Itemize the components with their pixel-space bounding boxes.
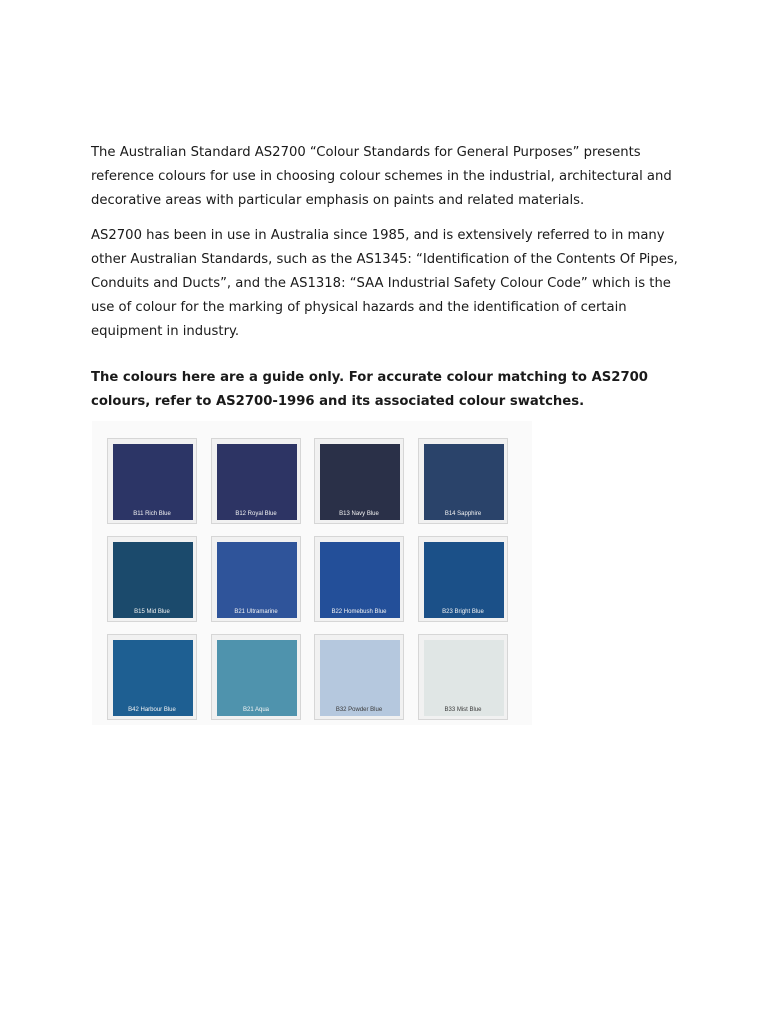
swatch-card [211, 536, 301, 622]
history-paragraph: AS2700 has been in use in Australia since 1985, and is extensively referred to in many other Australian Standards, such as the AS1345: “Identification of the Contents Of Pipes, Conduits and Ducts”, and the AS1318: “SAA Industrial Safety Colour Code” which is the use of colour for the marking of physical hazards and the identification of certain equipment in industry. [91, 228, 678, 339]
swatch-color [424, 444, 504, 520]
swatch-label: B42 Harbour Blue [128, 707, 176, 713]
swatch-label: B11 Rich Blue [133, 511, 171, 517]
swatch-card [211, 634, 301, 720]
swatch-label: B13 Navy Blue [339, 511, 379, 517]
swatch-card [211, 438, 301, 524]
swatch-card [107, 634, 197, 720]
swatch-color [320, 542, 400, 618]
swatch-label: B33 Mist Blue [444, 707, 482, 713]
swatch-label: B21 Ultramarine [234, 609, 278, 615]
swatch-card [418, 536, 508, 622]
swatch-color [113, 640, 193, 716]
swatch-label: B32 Powder Blue [335, 707, 383, 713]
swatch-color [320, 444, 400, 520]
swatch-label: B22 Homebush Blue [331, 609, 387, 615]
swatch-label: B14 Sapphire [444, 511, 482, 517]
swatch-card [314, 634, 404, 720]
swatch-color [113, 444, 193, 520]
swatch-color [320, 640, 400, 716]
swatch-label: B21 Aqua [242, 707, 270, 713]
intro-paragraph: The Australian Standard AS2700 “Colour Standards for General Purposes” presents reference colours for use in choosing colour schemes in the industrial, architectural and decorative areas with particular emphasis on paints and related materials. [91, 145, 672, 208]
swatch-label: B15 Mid Blue [134, 609, 170, 615]
disclaimer-paragraph: The colours here are a guide only. For accurate colour matching to AS2700 colours, refer to AS2700-1996 and its associated colour swatches. [91, 370, 648, 409]
swatch-card [418, 634, 508, 720]
swatch-color [424, 542, 504, 618]
swatch-card [418, 438, 508, 524]
swatch-color [217, 640, 297, 716]
swatch-label: B12 Royal Blue [235, 511, 277, 517]
swatch-color [113, 542, 193, 618]
swatch-card [314, 536, 404, 622]
swatch-label: B23 Bright Blue [442, 609, 484, 615]
swatch-card [107, 536, 197, 622]
swatch-color [217, 542, 297, 618]
colour-swatch-grid [92, 421, 532, 725]
swatch-card [107, 438, 197, 524]
swatch-color [217, 444, 297, 520]
swatch-color [424, 640, 504, 716]
swatch-card [314, 438, 404, 524]
